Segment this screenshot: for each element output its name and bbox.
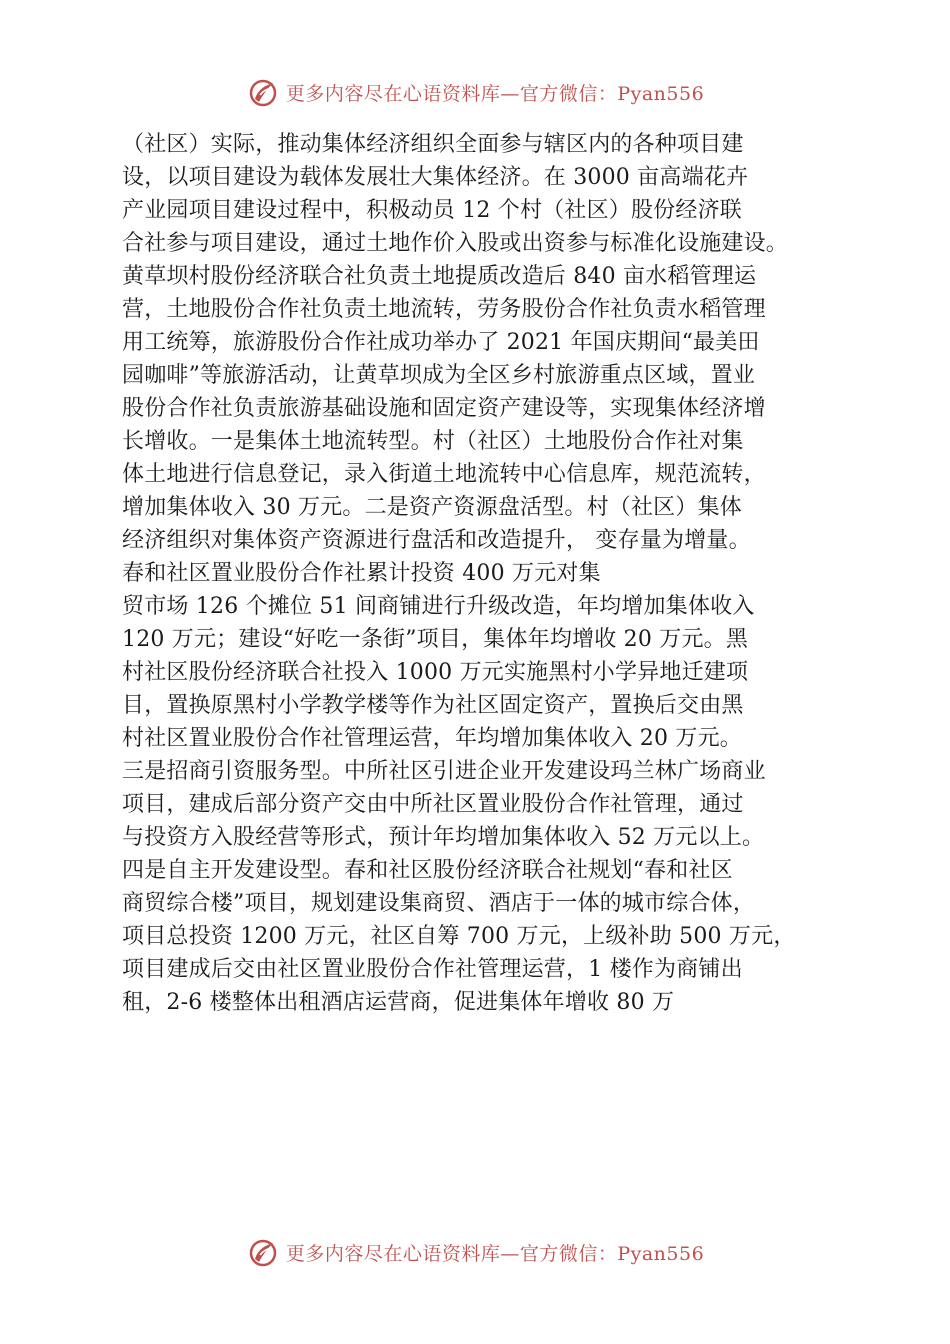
text-line: 与投资方入股经营等形式，预计年均增加集体收入 52 万元以上。: [122, 825, 765, 850]
text-line: 营，土地股份合作社负责土地流转，劳务股份合作社负责水稻管理: [122, 297, 766, 322]
text-line: 体土地进行信息登记，录入街道土地流转中心信息库，规范流转，: [122, 462, 766, 487]
text-line: 产业园项目建设过程中，积极动员 12 个村（社区）股份经济联: [122, 198, 742, 223]
text-line: 项目建成后交由社区置业股份合作社管理运营，1 楼作为商铺出: [122, 957, 743, 982]
text-line: 项目，建成后部分资产交由中所社区置业股份合作社管理，通过: [122, 792, 744, 817]
text-line: 村社区置业股份合作社管理运营，年均增加集体收入 20 万元。: [122, 726, 742, 751]
text-line: 目，置换原黑村小学教学楼等作为社区固定资产，置换后交由黑: [122, 693, 744, 718]
text-line: 经济组织对集体资产资源进行盘活和改造提升， 变存量为增量。: [122, 528, 751, 553]
header-banner-text: 更多内容尽在心语资料库—官方微信：Pyan556: [285, 82, 705, 105]
text-line: 用工统筹，旅游股份合作社成功举办了 2021 年国庆期间“最美田: [122, 330, 760, 355]
text-line: 四是自主开发建设型。春和社区股份经济联合社规划“春和社区: [122, 858, 733, 883]
flame-swirl-logo-icon: [246, 75, 280, 109]
text-line: 村社区股份经济联合社投入 1000 万元实施黑村小学异地迁建项: [122, 660, 749, 685]
text-line: 设，以项目建设为载体发展壮大集体经济。在 3000 亩高端花卉: [122, 165, 749, 190]
text-line: 春和社区置业股份合作社累计投资 400 万元对集: [122, 561, 601, 586]
footer-banner-text: 更多内容尽在心语资料库—官方微信：Pyan556: [285, 1242, 705, 1265]
text-line: 股份合作社负责旅游基础设施和固定资产建设等，实现集体经济增: [122, 396, 766, 421]
text-line: 合社参与项目建设，通过土地作价入股或出资参与标准化设施建设。: [122, 231, 789, 256]
text-line: （社区）实际，推动集体经济组织全面参与辖区内的各种项目建: [122, 132, 744, 157]
text-line: 120 万元；建设“好吃一条街”项目，集体年均增收 20 万元。黑: [122, 627, 749, 652]
document-body: [122, 128, 882, 1019]
text-line: 长增收。一是集体土地流转型。村（社区）土地股份合作社对集: [122, 429, 744, 454]
text-line: 商贸综合楼”项目，规划建设集商贸、酒店于一体的城市综合体，: [122, 891, 756, 916]
text-line: 园咖啡”等旅游活动，让黄草坝成为全区乡村旅游重点区域，置业: [122, 363, 756, 388]
footer-banner: [0, 1232, 950, 1272]
header-banner: [0, 72, 950, 112]
text-line: 项目总投资 1200 万元，社区自筹 700 万元，上级补助 500 万元，: [122, 924, 796, 949]
text-line: 增加集体收入 30 万元。二是资产资源盘活型。村（社区）集体: [122, 495, 742, 520]
text-line: 黄草坝村股份经济联合社负责土地提质改造后 840 亩水稻管理运: [122, 264, 757, 289]
text-line: 租，2-6 楼整体出租酒店运营商，促进集体年增收 80 万: [122, 990, 675, 1015]
text-line: 三是招商引资服务型。中所社区引进企业开发建设玛兰林广场商业: [122, 759, 766, 784]
text-line: 贸市场 126 个摊位 51 间商铺进行升级改造，年均增加集体收入: [122, 594, 755, 619]
flame-swirl-logo-icon: [246, 1235, 280, 1269]
